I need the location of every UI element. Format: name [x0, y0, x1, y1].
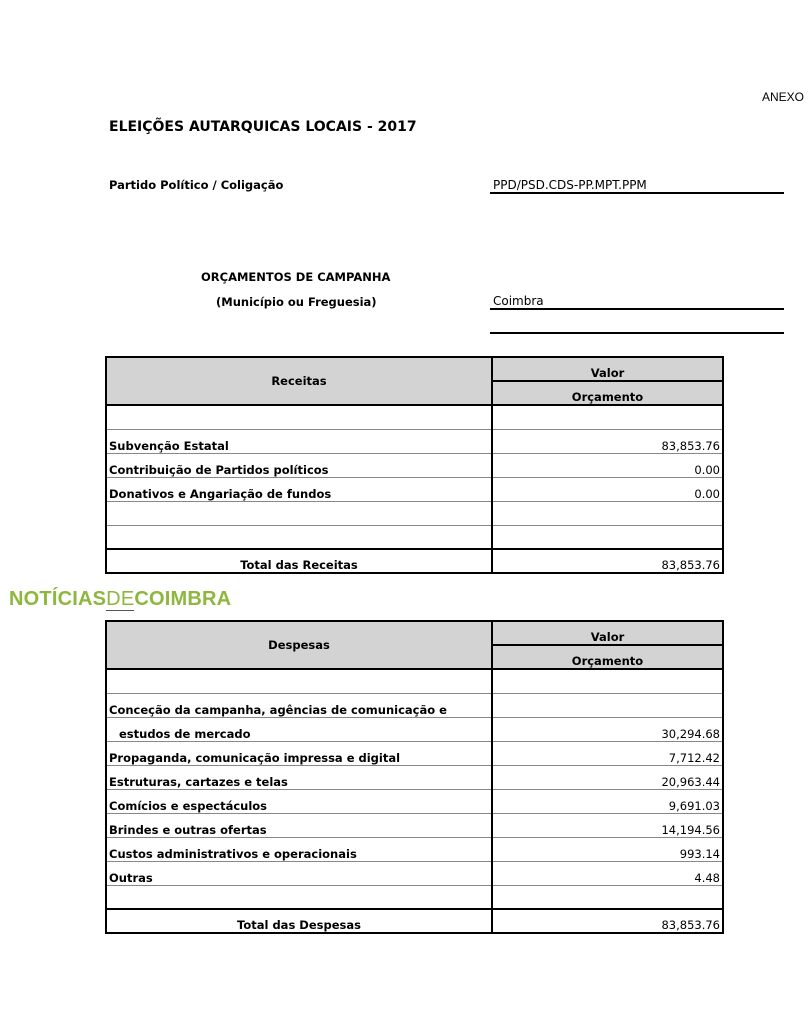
municipality-field-extra-line: [490, 318, 784, 334]
noticias-de-coimbra-logo: [9, 588, 231, 611]
party-label: Partido Político / Coligação: [109, 178, 284, 192]
row-value: [492, 693, 723, 717]
total-value: 83,853.76: [492, 549, 723, 573]
row-label: Brindes e outras ofertas: [106, 813, 492, 837]
despesas-table: [105, 620, 724, 934]
table-row: [106, 453, 723, 477]
total-row: [106, 549, 723, 573]
total-label: Total das Receitas: [106, 549, 492, 573]
logo-text-noticias: NOTÍCIAS: [9, 588, 107, 610]
table-row-empty: [106, 525, 723, 549]
row-label: Donativos e Angariação de fundos: [106, 477, 492, 501]
row-label: Subvenção Estatal: [106, 429, 492, 453]
municipality-label: (Município ou Freguesia): [216, 295, 377, 309]
table-row: [106, 861, 723, 885]
table-row: [106, 717, 723, 741]
row-label: estudos de mercado: [106, 717, 492, 741]
row-value: 83,853.76: [492, 429, 723, 453]
table-row: [106, 429, 723, 453]
table-row-empty: [106, 669, 723, 693]
municipality-field: Coimbra: [490, 294, 784, 310]
row-value: 20,963.44: [492, 765, 723, 789]
receitas-header: Receitas: [106, 357, 492, 405]
row-label: Comícios e espectáculos: [106, 789, 492, 813]
row-label: Custos administrativos e operacionais: [106, 837, 492, 861]
row-value: 14,194.56: [492, 813, 723, 837]
row-label: Conceção da campanha, agências de comunicação e: [106, 693, 492, 717]
logo-text-coimbra: COIMBRA: [134, 588, 232, 610]
table-row: [106, 477, 723, 501]
receitas-table: [105, 356, 724, 574]
table-row: [106, 813, 723, 837]
table-row: [106, 765, 723, 789]
table-row: [106, 741, 723, 765]
document-title: ELEIÇÕES AUTARQUICAS LOCAIS - 2017: [109, 119, 417, 135]
total-label: Total das Despesas: [106, 909, 492, 933]
table-row: [106, 693, 723, 717]
despesas-orcamento-header: Orçamento: [492, 645, 723, 669]
annex-label: ANEXO: [761, 90, 804, 104]
receitas-orcamento-header: Orçamento: [492, 381, 723, 405]
row-value: 30,294.68: [492, 717, 723, 741]
despesas-header: Despesas: [106, 621, 492, 669]
total-row: [106, 909, 723, 933]
table-row: [106, 837, 723, 861]
row-value: 0.00: [492, 453, 723, 477]
row-value: 4.48: [492, 861, 723, 885]
total-value: 83,853.76: [492, 909, 723, 933]
budget-section-title: ORÇAMENTOS DE CAMPANHA: [201, 270, 391, 284]
row-label: Propaganda, comunicação impressa e digital: [106, 741, 492, 765]
row-label: Estruturas, cartazes e telas: [106, 765, 492, 789]
row-value: 9,691.03: [492, 789, 723, 813]
row-label: Contribuição de Partidos políticos: [106, 453, 492, 477]
row-value: 0.00: [492, 477, 723, 501]
despesas-valor-header: Valor: [492, 621, 723, 645]
logo-text-de: DE: [106, 588, 135, 610]
table-row: [106, 789, 723, 813]
row-value: 993.14: [492, 837, 723, 861]
table-row-empty: [106, 885, 723, 909]
row-label: Outras: [106, 861, 492, 885]
party-field: PPD/PSD.CDS-PP.MPT.PPM: [490, 178, 784, 194]
row-value: 7,712.42: [492, 741, 723, 765]
table-row-empty: [106, 501, 723, 525]
receitas-valor-header: Valor: [492, 357, 723, 381]
table-row-empty: [106, 405, 723, 429]
